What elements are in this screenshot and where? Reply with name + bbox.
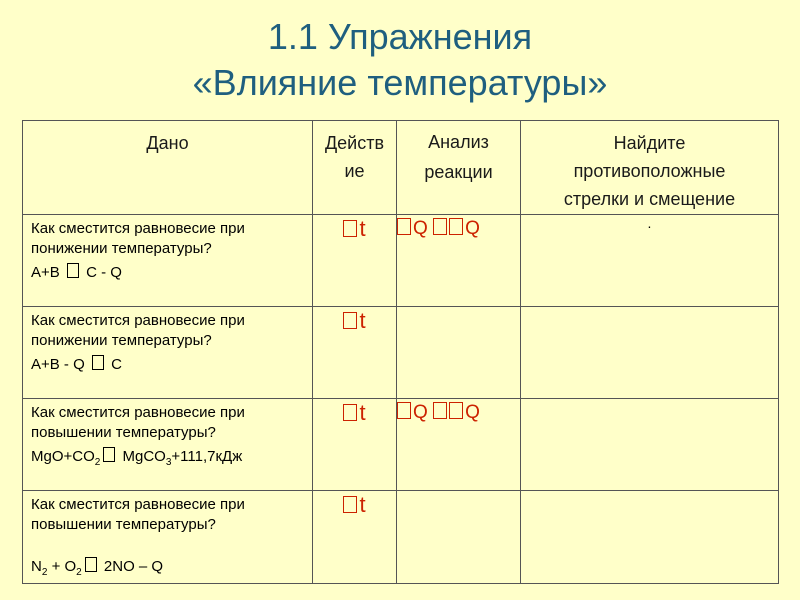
given-cell: Как сместится равновесие при понижении температуры? А+В - Q С [23, 307, 313, 399]
title-line-2: «Влияние температуры» [192, 62, 608, 103]
result-cell: . [521, 215, 779, 307]
reaction-formula: $N_2 + O_2$ 2NO – Q [31, 558, 164, 578]
result-cell [521, 399, 779, 491]
header-analysis: Анализ реакции [397, 121, 521, 215]
arrow-placeholder-icon [397, 402, 411, 419]
action-cell: t [313, 399, 397, 491]
arrow-placeholder-icon [343, 220, 357, 237]
reaction-formula: $MgO+CO_2$ MgCO$_3$+111,7кДж [31, 448, 243, 468]
given-cell: Как сместится равновесие при повышении температуры? $N_2 + O_2$ 2NO – Q [23, 491, 313, 584]
arrow-placeholder-icon [67, 263, 79, 278]
header-find: Найдите противоположные стрелки и смещение [521, 121, 779, 215]
table-row [23, 491, 779, 584]
action-cell: t [313, 491, 397, 584]
arrow-placeholder-icon [92, 355, 104, 370]
analysis-cell: Q Q [397, 399, 521, 491]
arrow-placeholder-icon [397, 218, 411, 235]
arrow-placeholder-icon [85, 557, 97, 572]
table-row [23, 215, 779, 307]
page-title [0, 14, 800, 106]
result-cell [521, 491, 779, 584]
arrow-placeholder-icon [433, 218, 447, 235]
result-cell [521, 307, 779, 399]
analysis-cell: Q Q [397, 215, 521, 307]
header-given: Дано [23, 121, 313, 215]
table-header-row [23, 121, 779, 215]
analysis-cell [397, 307, 521, 399]
action-cell: t [313, 215, 397, 307]
arrow-placeholder-icon [343, 496, 357, 513]
arrow-placeholder-icon [343, 312, 357, 329]
arrow-placeholder-icon [103, 447, 115, 462]
arrow-placeholder-icon [343, 404, 357, 421]
reaction-formula: А+В С - Q [31, 264, 122, 281]
table-row [23, 307, 779, 399]
analysis-cell [397, 491, 521, 584]
arrow-placeholder-icon [449, 218, 463, 235]
action-cell: t [313, 307, 397, 399]
reaction-formula: А+В - Q С [31, 356, 122, 373]
given-cell: Как сместится равновесие при понижении температуры? А+В С - Q [23, 215, 313, 307]
arrow-placeholder-icon [449, 402, 463, 419]
header-action: Действ ие [313, 121, 397, 215]
title-line-1: 1.1 Упражнения [267, 16, 533, 57]
exercise-table [22, 120, 779, 584]
given-cell: Как сместится равновесие при повышении температуры? $MgO+CO_2$ MgCO$_3$+111,7кДж [23, 399, 313, 491]
arrow-placeholder-icon [433, 402, 447, 419]
table-row [23, 399, 779, 491]
